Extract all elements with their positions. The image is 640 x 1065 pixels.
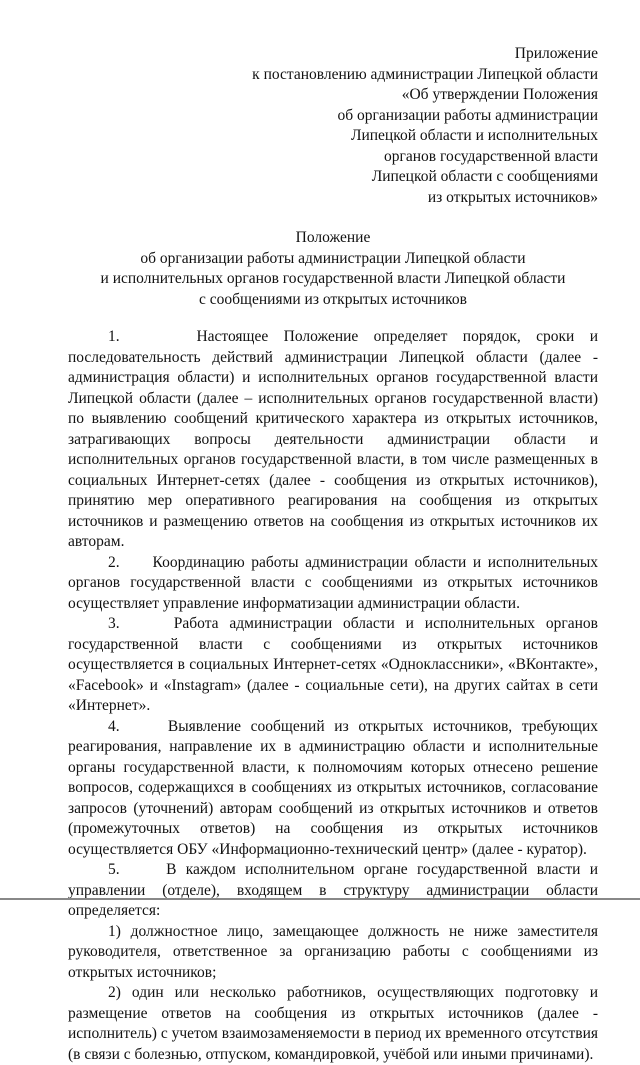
page-bottom-rule [0,898,640,900]
paragraph-5-item-1: 1) должностное лицо, замещающее должность не ниже заместителя руководителя, ответственное за организацию работы с сообщениями из открытых источников; [68,922,598,981]
title-line: Положение [295,229,371,246]
paragraph-5-item-2: 2) один или несколько работников, осуществляющих подготовку и размещение ответов на сообщения из открытых источников (далее - исполнитель) с учетом взаимозаменяемости в период их временного отсутствия (в связи с болезнью, отпуском, командировкой, учёбой или иными причинами). [68,984,598,1063]
paragraph-4: 4. Выявление сообщений из открытых источников, требующих реагирования, направление их в администрацию области и исполнительные органы государственной власти, к полномочиям которых отнесено решение вопросов, содержащихся в сообщениях из открытых источников, согласование запросов (уточнений) авторам сообщений из открытых источников и ответов (промежуточных ответов) на сообщения из открытых источников осуществляется ОБУ «Информационно-технический центр» (далее - куратор). [68,717,598,858]
appendix-line: «Об утверждении Положения [401,86,598,103]
appendix-line: органов государственной власти [384,147,598,165]
title-line: об организации работы администрации Липецкой области [140,249,526,267]
document-body [68,327,598,1065]
title-line: с сообщениями из открытых источников [199,290,467,308]
appendix-line: об организации работы администрации [337,106,598,124]
paragraph-5: 5. В каждом исполнительном органе государственной власти и управлении (отделе), входящем в структуру администрации области определяется: [68,861,598,919]
appendix-line: из открытых источников» [427,188,598,206]
document-title [68,228,598,310]
appendix-line: Липецкой области с сообщениями [371,168,598,185]
appendix-line: Приложение [514,45,598,62]
title-line: и исполнительных органов государственной власти Липецкой области [100,270,566,287]
appendix-line: к постановлению администрации Липецкой области [252,65,598,83]
paragraph-2: 2. Координацию работы администрации области и исполнительных органов государственной власти с сообщениями из открытых источников осуществляет управление информатизации администрации области. [68,553,598,612]
appendix-line: Липецкой области и исполнительных [350,127,598,144]
appendix-header [68,44,598,208]
paragraph-3: 3. Работа администрации области и исполнительных органов государственной власти с сообщениями из открытых источников осуществляется в социальных Интернет-сетях «Одноклассники», «ВКонтакте», «Facebook» и «Instagram» (далее - социальные сети), на других сайтах в сети «Интернет». [68,615,598,714]
paragraph-1: 1. Настоящее Положение определяет порядок, сроки и последовательность действий администрации Липецкой области (далее - администрация области) и исполнительных органов государственной власти Липецкой области (далее – исполнительных органов государственной власти) по выявлению сообщений критического характера из открытых источников, затрагивающих вопросы деятельности администрации области и исполнительных органов государственной власти, в том числе размещенных в социальных Интернет-сетях (далее - сообщения из открытых источников), принятию мер оперативного реагирования на сообщения из открытых источников и размещению ответов на сообщения из открытых источников их авторам. [68,328,598,550]
